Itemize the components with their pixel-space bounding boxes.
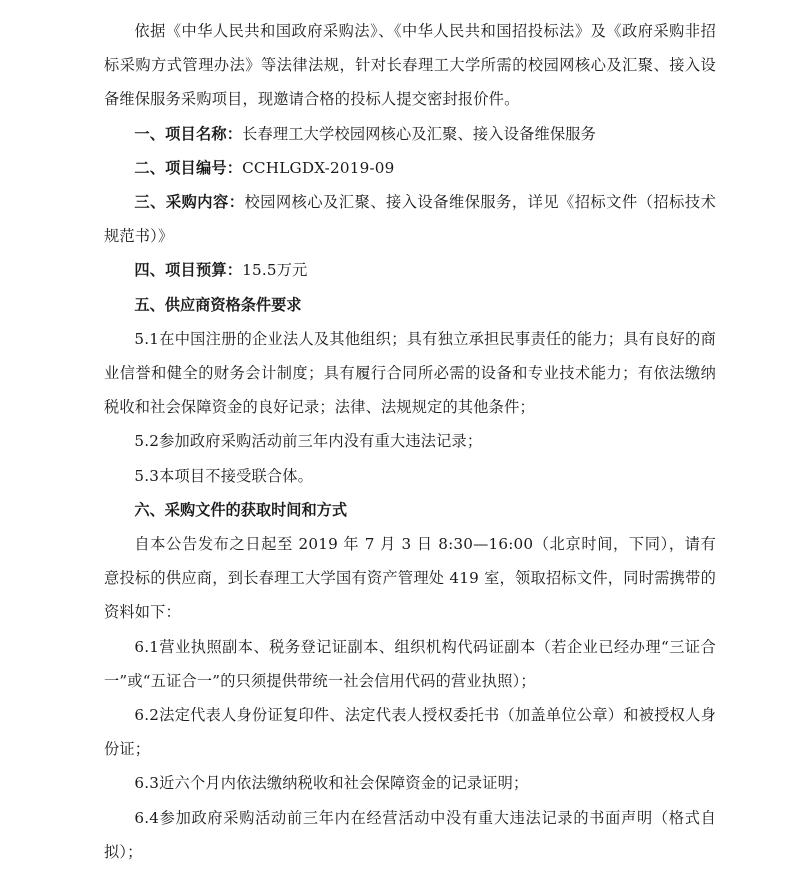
project-name-label: 一、项目名称： [134, 124, 243, 143]
section6-item-1: 6.1营业执照副本、税务登记证副本、组织机构代码证副本（若企业已经办理“三证合一”或“五证合一”的只须提供带统一社会信用代码的营业执照）； [104, 637, 716, 690]
section5-item-2: 5.2参加政府采购活动前三年内没有重大违法记录； [134, 432, 483, 451]
project-number-value: CCHLGDX-2019-09 [242, 158, 395, 177]
section6-item-3: 6.3近六个月内依法缴纳税收和社会保障资金的记录证明； [134, 774, 529, 793]
section5-item-1: 5.1在中国注册的企业法人及其他组织；具有独立承担民事责任的能力；具有良好的商业信誉和健全的财务会计制度；具有履行合同所必需的设备和专业技术能力；有依法缴纳税收和社会保障资金的良好记录；法律、法规规定的其他条件； [104, 329, 716, 417]
project-name-value: 长春理工大学校园网核心及汇聚、接入设备维保服务 [242, 124, 597, 143]
section6-item-2: 6.2法定代表人身份证复印件、法定代表人授权委托书（加盖单位公章）和被授权人身份证； [104, 706, 716, 759]
section5-item-3: 5.3本项目不接受联合体。 [134, 466, 314, 485]
project-number-label: 二、项目编号： [134, 158, 243, 177]
section5-heading: 五、供应商资格条件要求 [134, 295, 302, 314]
project-budget-line [104, 253, 716, 287]
section6-item-4: 6.4参加政府采购活动前三年内在经营活动中没有重大违法记录的书面声明（格式自拟）； [104, 808, 716, 861]
procurement-content-label: 三、采购内容： [134, 193, 245, 212]
section6-heading: 六、采购文件的获取时间和方式 [134, 500, 348, 519]
intro-paragraph: 依据《中华人民共和国政府采购法》、《中华人民共和国招投标法》及《政府采购非招标采购方式管理办法》等法律法规，针对长春理工大学所需的校园网核心及汇聚、接入设备维保服务采购项目，现邀请合格的投标人提交密封报价件。 [104, 22, 716, 109]
document-page [104, 0, 716, 869]
project-name-line [104, 117, 716, 151]
procurement-content-line [104, 185, 716, 253]
project-number-line [104, 151, 716, 185]
section6-intro: 自本公告发布之日起至 2019 年 7 月 3 日 8:30—16:00（北京时间，下同），请有意投标的供应商，到长春理工大学国有资产管理处 419 室，领取招标文件，同时需携带的资料如下： [104, 535, 716, 622]
project-budget-label: 四、项目预算： [134, 261, 243, 280]
project-budget-value: 15.5万元 [242, 261, 308, 280]
procurement-content-value: 校园网核心及汇聚、接入设备维保服务，详见《招标文件（招标技术规范书）》 [104, 193, 717, 246]
